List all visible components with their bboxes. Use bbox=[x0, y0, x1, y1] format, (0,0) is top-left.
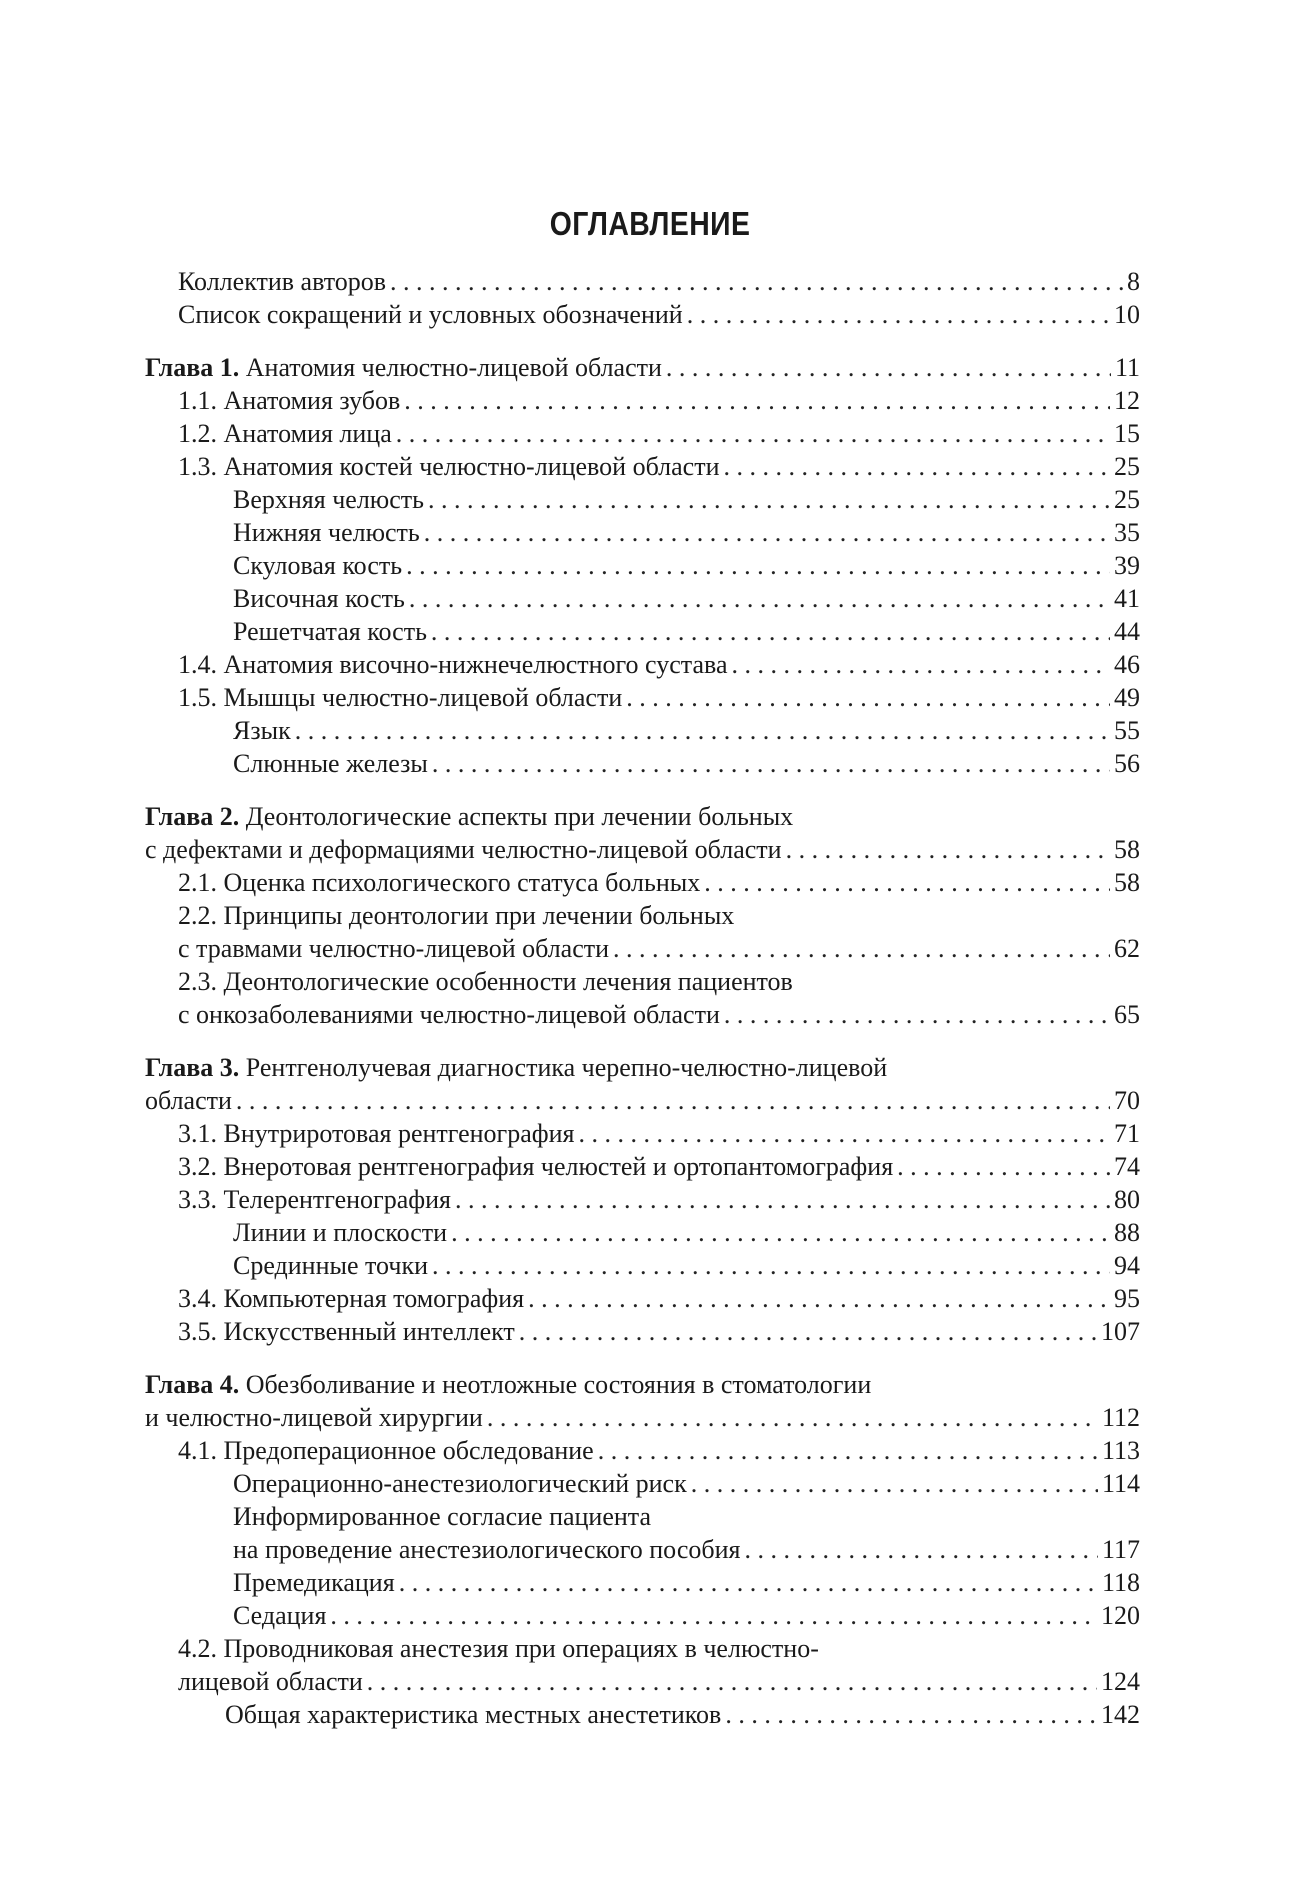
toc-entry-text: 4.1. Предоперационное обследование bbox=[178, 1436, 594, 1465]
page-number: 118 bbox=[1101, 1568, 1140, 1597]
dot-leader bbox=[897, 1150, 1110, 1183]
toc-entry-title bbox=[178, 998, 720, 1031]
dot-leader bbox=[451, 1216, 1110, 1249]
toc-entry-title bbox=[145, 1401, 483, 1434]
toc-entry[interactable] bbox=[145, 1282, 1140, 1315]
dot-leader bbox=[732, 648, 1111, 681]
toc-entry-title bbox=[178, 965, 793, 998]
toc-entry[interactable] bbox=[145, 1599, 1140, 1632]
toc-entry-text: 1.1. Анатомия зубов bbox=[178, 386, 401, 415]
page-number: 62 bbox=[1114, 934, 1140, 963]
toc-entry-text: 3.2. Внеротовая рентгенография челюстей и ортопантомография bbox=[178, 1152, 894, 1181]
page-number: 44 bbox=[1114, 617, 1140, 646]
toc-entry-text: на проведение анестезиологического пособия bbox=[233, 1535, 741, 1564]
table-of-contents bbox=[145, 265, 1140, 1731]
toc-entry[interactable] bbox=[145, 1051, 1140, 1084]
toc-entry-text: Слюнные железы bbox=[233, 749, 428, 778]
toc-entry-text: Верхняя челюсть bbox=[233, 485, 424, 514]
toc-entry-text: Язык bbox=[233, 716, 291, 745]
dot-leader bbox=[704, 866, 1110, 899]
page-number: 112 bbox=[1101, 1403, 1140, 1432]
dot-leader bbox=[786, 833, 1110, 866]
page-number: 58 bbox=[1114, 868, 1140, 897]
toc-entry[interactable] bbox=[145, 833, 1140, 866]
toc-entry-title bbox=[145, 1084, 232, 1117]
toc-entry-text: 2.1. Оценка психологического статуса больных bbox=[178, 868, 701, 897]
toc-entry-text: Список сокращений и условных обозначений bbox=[178, 300, 683, 329]
toc-entry[interactable] bbox=[145, 965, 1140, 998]
toc-entry-text: области bbox=[145, 1086, 232, 1115]
toc-entry[interactable] bbox=[145, 866, 1140, 899]
toc-entry-text: Нижняя челюсть bbox=[233, 518, 420, 547]
toc-entry[interactable] bbox=[145, 1216, 1140, 1249]
toc-entry-title bbox=[178, 1183, 451, 1216]
dot-leader bbox=[236, 1084, 1110, 1117]
toc-entry-title bbox=[145, 800, 793, 833]
toc-entry-title bbox=[178, 1434, 594, 1467]
page-number: 55 bbox=[1114, 716, 1140, 745]
page-number: 70 bbox=[1114, 1086, 1140, 1115]
chapter-label: Глава 2. bbox=[145, 802, 240, 831]
toc-entry[interactable] bbox=[145, 1368, 1140, 1401]
dot-leader bbox=[687, 298, 1110, 331]
toc-entry-text: Общая характеристика местных анестетиков bbox=[225, 1700, 722, 1729]
toc-entry-title bbox=[178, 1282, 524, 1315]
toc-entry[interactable] bbox=[145, 1084, 1140, 1117]
section-gap bbox=[145, 1348, 1140, 1368]
dot-leader bbox=[399, 1566, 1098, 1599]
toc-entry-title bbox=[178, 450, 719, 483]
toc-entry-title bbox=[178, 1117, 574, 1150]
page-number: 25 bbox=[1114, 485, 1140, 514]
page-number: 88 bbox=[1114, 1218, 1140, 1247]
toc-entry[interactable] bbox=[145, 648, 1140, 681]
toc-entry[interactable] bbox=[145, 747, 1140, 780]
toc-entry-title bbox=[233, 549, 402, 582]
toc-entry[interactable] bbox=[145, 800, 1140, 833]
toc-entry-text: Решетчатая кость bbox=[233, 617, 427, 646]
toc-entry-text: 1.3. Анатомия костей челюстно-лицевой области bbox=[178, 452, 720, 481]
section-gap bbox=[145, 331, 1140, 351]
toc-entry-text: 2.3. Деонтологические особенности лечения пациентов bbox=[178, 967, 793, 996]
toc-entry-title bbox=[233, 1500, 651, 1533]
page-number: 117 bbox=[1101, 1535, 1140, 1564]
toc-entry-title bbox=[233, 483, 424, 516]
toc-entry[interactable] bbox=[145, 298, 1140, 331]
toc-entry[interactable] bbox=[145, 998, 1140, 1031]
toc-entry-title bbox=[178, 1665, 363, 1698]
page-number: 124 bbox=[1101, 1667, 1140, 1696]
toc-entry-text: Информированное согласие пациента bbox=[233, 1502, 652, 1531]
toc-entry[interactable] bbox=[145, 1665, 1140, 1698]
page-number: 71 bbox=[1114, 1119, 1140, 1148]
page-title: ОГЛАВЛЕНИЕ bbox=[549, 205, 751, 242]
dot-leader bbox=[409, 582, 1110, 615]
toc-entry-title bbox=[233, 1566, 395, 1599]
toc-entry[interactable] bbox=[145, 615, 1140, 648]
toc-entry-text: с онкозаболеваниями челюстно-лицевой области bbox=[178, 1000, 720, 1029]
toc-entry-text: Скуловая кость bbox=[233, 551, 403, 580]
toc-entry-title bbox=[178, 1150, 893, 1183]
toc-entry-title bbox=[233, 516, 420, 549]
toc-entry-title bbox=[178, 1315, 515, 1348]
dot-leader bbox=[578, 1117, 1110, 1150]
toc-entry-title bbox=[178, 265, 386, 298]
toc-entry-text: Седация bbox=[233, 1601, 327, 1630]
page-number: 95 bbox=[1114, 1284, 1140, 1313]
dot-leader bbox=[428, 483, 1110, 516]
toc-entry[interactable] bbox=[145, 932, 1140, 965]
toc-entry[interactable] bbox=[145, 483, 1140, 516]
toc-entry-title bbox=[178, 681, 622, 714]
toc-entry-text: и челюстно-лицевой хирургии bbox=[145, 1403, 483, 1432]
toc-entry-text: Деонтологические аспекты при лечении больных bbox=[239, 802, 794, 831]
page-number: 25 bbox=[1114, 452, 1140, 481]
toc-entry[interactable] bbox=[145, 1249, 1140, 1282]
toc-entry-text: Анатомия челюстно-лицевой области bbox=[239, 353, 662, 382]
toc-entry-text: Операционно-анестезиологический риск bbox=[233, 1469, 687, 1498]
toc-entry-text: Срединные точки bbox=[233, 1251, 428, 1280]
toc-entry[interactable] bbox=[145, 1566, 1140, 1599]
toc-entry-title bbox=[233, 747, 428, 780]
toc-entry-text: 1.5. Мышцы челюстно-лицевой области bbox=[178, 683, 623, 712]
toc-entry[interactable] bbox=[145, 351, 1140, 384]
page-number: 11 bbox=[1114, 353, 1140, 382]
toc-entry-text: Коллектив авторов bbox=[178, 267, 386, 296]
toc-entry-title bbox=[233, 1467, 687, 1500]
toc-entry[interactable] bbox=[145, 714, 1140, 747]
chapter-label: Глава 4. bbox=[145, 1370, 240, 1399]
toc-entry[interactable] bbox=[145, 1315, 1140, 1348]
toc-entry-title bbox=[178, 417, 392, 450]
toc-entry-title bbox=[145, 833, 782, 866]
toc-entry-text: 3.3. Телерентгенография bbox=[178, 1185, 451, 1214]
toc-entry-text: 1.2. Анатомия лица bbox=[178, 419, 392, 448]
page-number: 8 bbox=[1127, 267, 1140, 296]
page-number: 107 bbox=[1101, 1317, 1140, 1346]
toc-entry-text: с дефектами и деформациями челюстно-лицевой области bbox=[145, 835, 782, 864]
dot-leader bbox=[598, 1434, 1098, 1467]
dot-leader bbox=[431, 615, 1110, 648]
page-number: 49 bbox=[1114, 683, 1140, 712]
dot-leader bbox=[724, 998, 1110, 1031]
toc-entry-text: Рентгенолучевая диагностика черепно-челюстно-лицевой bbox=[239, 1053, 888, 1082]
chapter-label: Глава 3. bbox=[145, 1053, 240, 1082]
toc-entry[interactable] bbox=[145, 450, 1140, 483]
toc-entry-title bbox=[178, 298, 683, 331]
page-number: 113 bbox=[1101, 1436, 1140, 1465]
toc-entry-title bbox=[233, 714, 291, 747]
toc-entry[interactable] bbox=[145, 549, 1140, 582]
dot-leader bbox=[725, 1698, 1097, 1731]
page-number: 114 bbox=[1101, 1469, 1140, 1498]
toc-entry-title bbox=[178, 899, 734, 932]
toc-entry-text: 2.2. Принципы деонтологии при лечении больных bbox=[178, 901, 735, 930]
dot-leader bbox=[519, 1315, 1097, 1348]
toc-entry-title bbox=[233, 1533, 740, 1566]
toc-entry-title bbox=[233, 1599, 326, 1632]
toc-entry[interactable] bbox=[145, 265, 1140, 298]
dot-leader bbox=[396, 417, 1110, 450]
page-number: 142 bbox=[1101, 1700, 1140, 1729]
dot-leader bbox=[626, 681, 1110, 714]
toc-entry[interactable] bbox=[145, 1117, 1140, 1150]
toc-entry[interactable] bbox=[145, 582, 1140, 615]
toc-entry-title bbox=[233, 1216, 447, 1249]
toc-entry[interactable] bbox=[145, 1500, 1140, 1533]
chapter-label: Глава 1. bbox=[145, 353, 240, 382]
toc-entry-title bbox=[233, 615, 427, 648]
page-number: 120 bbox=[1101, 1601, 1140, 1630]
toc-entry-text: Височная кость bbox=[233, 584, 405, 613]
dot-leader bbox=[744, 1533, 1097, 1566]
dot-leader bbox=[487, 1401, 1098, 1434]
toc-entry[interactable] bbox=[145, 1632, 1140, 1665]
dot-leader bbox=[406, 549, 1110, 582]
dot-leader bbox=[432, 747, 1110, 780]
page-number: 12 bbox=[1114, 386, 1140, 415]
dot-leader bbox=[330, 1599, 1097, 1632]
toc-entry-title bbox=[145, 1368, 871, 1401]
dot-leader bbox=[404, 384, 1110, 417]
dot-leader bbox=[528, 1282, 1110, 1315]
page-number: 41 bbox=[1114, 584, 1140, 613]
toc-entry-text: Премедикация bbox=[233, 1568, 395, 1597]
toc-entry-text: Линии и плоскости bbox=[233, 1218, 448, 1247]
dot-leader bbox=[367, 1665, 1097, 1698]
dot-leader bbox=[613, 932, 1110, 965]
dot-leader bbox=[723, 450, 1110, 483]
page-number: 58 bbox=[1114, 835, 1140, 864]
dot-leader bbox=[432, 1249, 1110, 1282]
section-gap bbox=[145, 780, 1140, 800]
page-number: 39 bbox=[1114, 551, 1140, 580]
toc-entry[interactable] bbox=[145, 417, 1140, 450]
page-number: 10 bbox=[1114, 300, 1140, 329]
toc-entry-text: 4.2. Проводниковая анестезия при операциях в челюстно- bbox=[178, 1634, 819, 1663]
toc-entry-title bbox=[178, 932, 609, 965]
toc-entry-title bbox=[233, 582, 405, 615]
toc-entry-title bbox=[178, 384, 400, 417]
page-number: 80 bbox=[1114, 1185, 1140, 1214]
toc-entry[interactable] bbox=[145, 1150, 1140, 1183]
page-number: 35 bbox=[1114, 518, 1140, 547]
toc-entry-text: 3.5. Искусственный интеллект bbox=[178, 1317, 515, 1346]
toc-entry[interactable] bbox=[145, 1183, 1140, 1216]
toc-entry-text: 3.1. Внутриротовая рентгенография bbox=[178, 1119, 575, 1148]
page-number: 46 bbox=[1114, 650, 1140, 679]
toc-entry-text: 1.4. Анатомия височно-нижнечелюстного сустава bbox=[178, 650, 728, 679]
dot-leader bbox=[666, 351, 1111, 384]
toc-entry[interactable] bbox=[145, 384, 1140, 417]
toc-entry[interactable] bbox=[145, 1698, 1140, 1731]
page-number: 56 bbox=[1114, 749, 1140, 778]
toc-entry-text: лицевой области bbox=[178, 1667, 363, 1696]
toc-entry-text: с травмами челюстно-лицевой области bbox=[178, 934, 610, 963]
page-number: 94 bbox=[1114, 1251, 1140, 1280]
toc-entry-title bbox=[225, 1698, 721, 1731]
toc-entry-title bbox=[178, 648, 728, 681]
toc-entry[interactable] bbox=[145, 516, 1140, 549]
toc-entry[interactable] bbox=[145, 1401, 1140, 1434]
page-number: 74 bbox=[1114, 1152, 1140, 1181]
toc-entry-title bbox=[178, 1632, 819, 1665]
toc-entry-text: Обезболивание и неотложные состояния в стоматологии bbox=[239, 1370, 872, 1399]
toc-entry[interactable] bbox=[145, 681, 1140, 714]
toc-entry-title bbox=[145, 351, 662, 384]
dot-leader bbox=[295, 714, 1110, 747]
toc-entry-text: 3.4. Компьютерная томография bbox=[178, 1284, 525, 1313]
dot-leader bbox=[691, 1467, 1098, 1500]
dot-leader bbox=[390, 265, 1123, 298]
toc-entry[interactable] bbox=[145, 899, 1140, 932]
toc-entry-title bbox=[178, 866, 700, 899]
toc-entry[interactable] bbox=[145, 1467, 1140, 1500]
toc-entry-title bbox=[233, 1249, 428, 1282]
toc-entry[interactable] bbox=[145, 1533, 1140, 1566]
dot-leader bbox=[455, 1183, 1110, 1216]
toc-entry-title bbox=[145, 1051, 887, 1084]
dot-leader bbox=[424, 516, 1110, 549]
page-number: 15 bbox=[1114, 419, 1140, 448]
page-number: 65 bbox=[1114, 1000, 1140, 1029]
toc-entry[interactable] bbox=[145, 1434, 1140, 1467]
section-gap bbox=[145, 1031, 1140, 1051]
